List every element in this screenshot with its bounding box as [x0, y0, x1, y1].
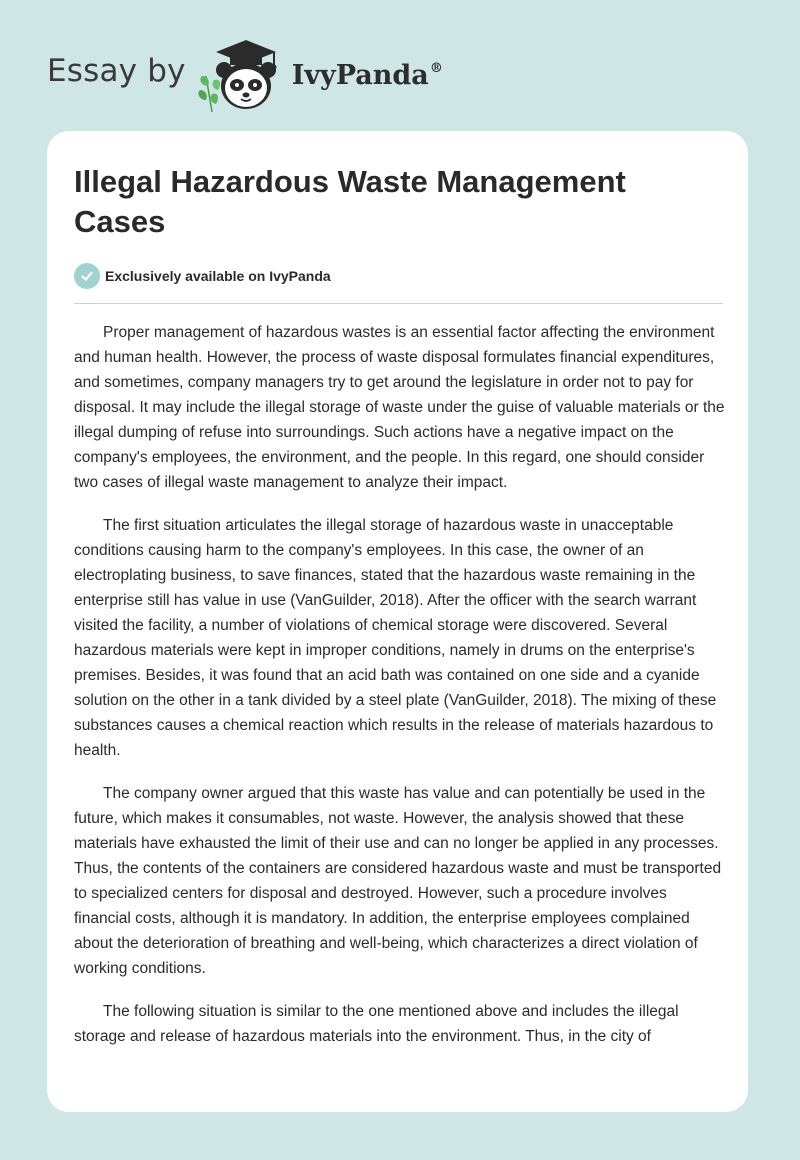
paragraph: The first situation articulates the illegal storage of hazardous waste in unacceptable conditions causing harm to the company's employees. In this case, the owner of an electroplating business, to save finances, stated that the hazardous waste remaining in the enterprise still has value in use (VanGuilder, 2018). After the officer with the search warrant visited the facility, a number of violations of chemical storage were discovered. Several hazardous materials were kept in improper conditions, namely in drums on the enterprise's premises. Besides, it was found that an acid bath was contained on one side and a cyanide solution on the other in a tank divided by a steel plate (VanGuilder, 2018). The mixing of these substances causes a chemical reaction which results in the release of materials hazardous to health.	[74, 517, 717, 759]
essay-by-label: Essay by	[47, 53, 186, 89]
page-title: Illegal Hazardous Waste Management Cases	[74, 164, 626, 239]
panda-logo-icon[interactable]	[196, 36, 292, 112]
brand-name[interactable]	[292, 60, 443, 91]
essay-card	[47, 131, 748, 1112]
exclusive-label: Exclusively available on IvyPanda	[105, 268, 331, 284]
essay-body	[74, 320, 726, 1067]
exclusive-badge	[74, 263, 331, 289]
brand-text: IvyPanda	[291, 59, 429, 91]
check-icon	[74, 263, 100, 289]
registered-mark: ®	[429, 60, 443, 76]
site-header	[47, 36, 443, 112]
paragraph: The company owner argued that this waste has value and can potentially be used in the future, which makes it consumables, not waste. However, the analysis showed that these materials have exhausted the limit of their use and can no longer be applied in any processes. Thus, the contents of the containers are considered hazardous waste and must be transported to specialized centers for disposal and destroyed. However, such a procedure involves financial costs, although it is mandatory. In addition, the enterprise employees complained about the deterioration of breathing and well-being, which characterizes a direct violation of working conditions.	[74, 785, 722, 977]
paragraph: The following situation is similar to the one mentioned above and includes the illegal storage and release of hazardous materials into the environment. Thus, in the city of	[74, 1003, 679, 1045]
divider	[74, 303, 723, 304]
paragraph: Proper management of hazardous wastes is an essential factor affecting the environment and human health. However, the process of waste disposal formulates financial expenditures, and sometimes, company managers try to get around the legislature in order not to pay for disposal. It may include the illegal storage of waste under the guise of valuable materials or the illegal dumping of refuse into surroundings. Such actions have a negative impact on the company's employees, the environment, and the people. In this regard, one should consider two cases of illegal waste management to analyze their impact.	[74, 324, 725, 491]
